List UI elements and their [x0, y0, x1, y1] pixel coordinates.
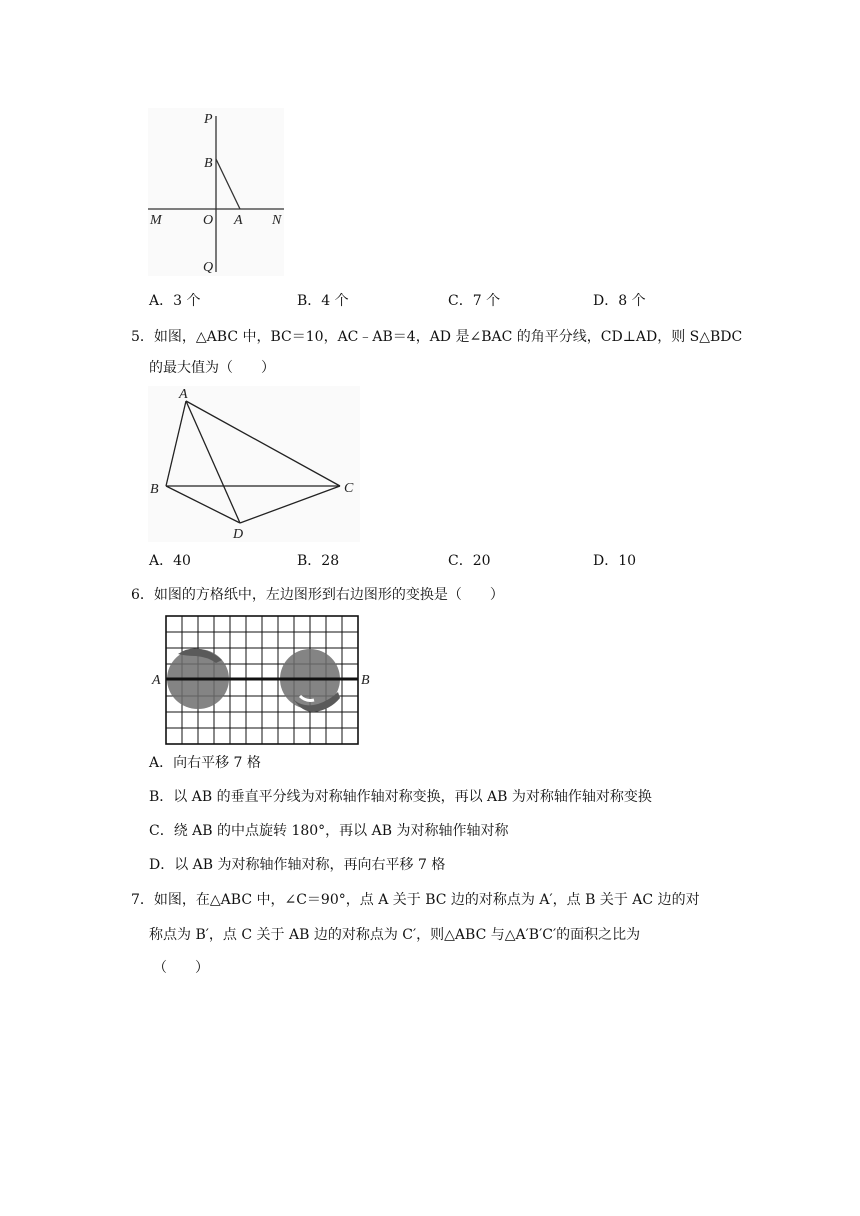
label-a: A	[179, 387, 188, 402]
label-m: M	[150, 213, 162, 228]
q7-stem-line3: （ ）	[153, 960, 209, 976]
label-q: Q	[203, 260, 214, 275]
q4-option-d: D．8 个	[593, 293, 646, 309]
figure-q6	[148, 612, 378, 746]
q6-option-a: A．向右平移 7 格	[149, 755, 261, 771]
q6-option-d: D．以 AB 为对称轴作轴对称，再向右平移 7 格	[149, 857, 446, 873]
q7-stem-line1: 7．如图，在△ABC 中，∠C＝90°，点 A 关于 BC 边的对称点为 A′，点 B 关于 AC 边的对	[131, 892, 700, 908]
q5-stem-line2: 的最大值为（ ）	[149, 360, 275, 376]
label-d: D	[233, 527, 244, 542]
segment-ab	[166, 401, 186, 486]
segment-bd	[166, 486, 240, 523]
q6-option-c: C．绕 AB 的中点旋转 180°，再以 AB 为对称轴作轴对称	[149, 823, 509, 839]
q5-option-a: A．40	[149, 553, 191, 569]
q5-option-d: D．10	[593, 553, 637, 569]
segment-ac	[186, 401, 340, 486]
label-p: P	[204, 112, 213, 127]
label-b: B	[361, 673, 370, 688]
figure-q4	[148, 108, 284, 276]
label-a: A	[152, 673, 161, 688]
label-c: C	[344, 481, 354, 496]
label-b: B	[204, 156, 213, 171]
figure-q5	[148, 386, 360, 542]
label-o: O	[203, 213, 214, 228]
figure-q6-svg	[148, 612, 378, 746]
q4-option-b: B．4 个	[297, 293, 349, 309]
q6-option-b: B．以 AB 的垂直平分线为对称轴作轴对称变换，再以 AB 为对称轴作轴对称变换	[149, 789, 652, 805]
q7-stem-line2: 称点为 B′，点 C 关于 AB 边的对称点为 C′，则△ABC 与△A′B′C′的面积之比为	[149, 927, 641, 943]
segment-ad	[186, 401, 240, 523]
segment-dc	[240, 486, 340, 523]
label-b: B	[150, 482, 159, 497]
figure-q4-svg	[148, 108, 284, 276]
q4-option-c: C．7 个	[448, 293, 501, 309]
q5-option-c: C．20	[448, 553, 491, 569]
label-n: N	[272, 213, 282, 228]
label-a: A	[234, 213, 243, 228]
segment-ab	[216, 159, 240, 209]
q5-stem-line1: 5．如图，△ABC 中，BC＝10，AC﹣AB＝4，AD 是∠BAC 的角平分线，CD⊥AD，则 S△BDC	[131, 329, 743, 345]
q5-option-b: B．28	[297, 553, 340, 569]
q4-option-a: A．3 个	[149, 293, 201, 309]
q6-stem: 6．如图的方格纸中，左边图形到右边图形的变换是（ ）	[131, 587, 504, 603]
figure-q5-svg	[148, 386, 360, 542]
